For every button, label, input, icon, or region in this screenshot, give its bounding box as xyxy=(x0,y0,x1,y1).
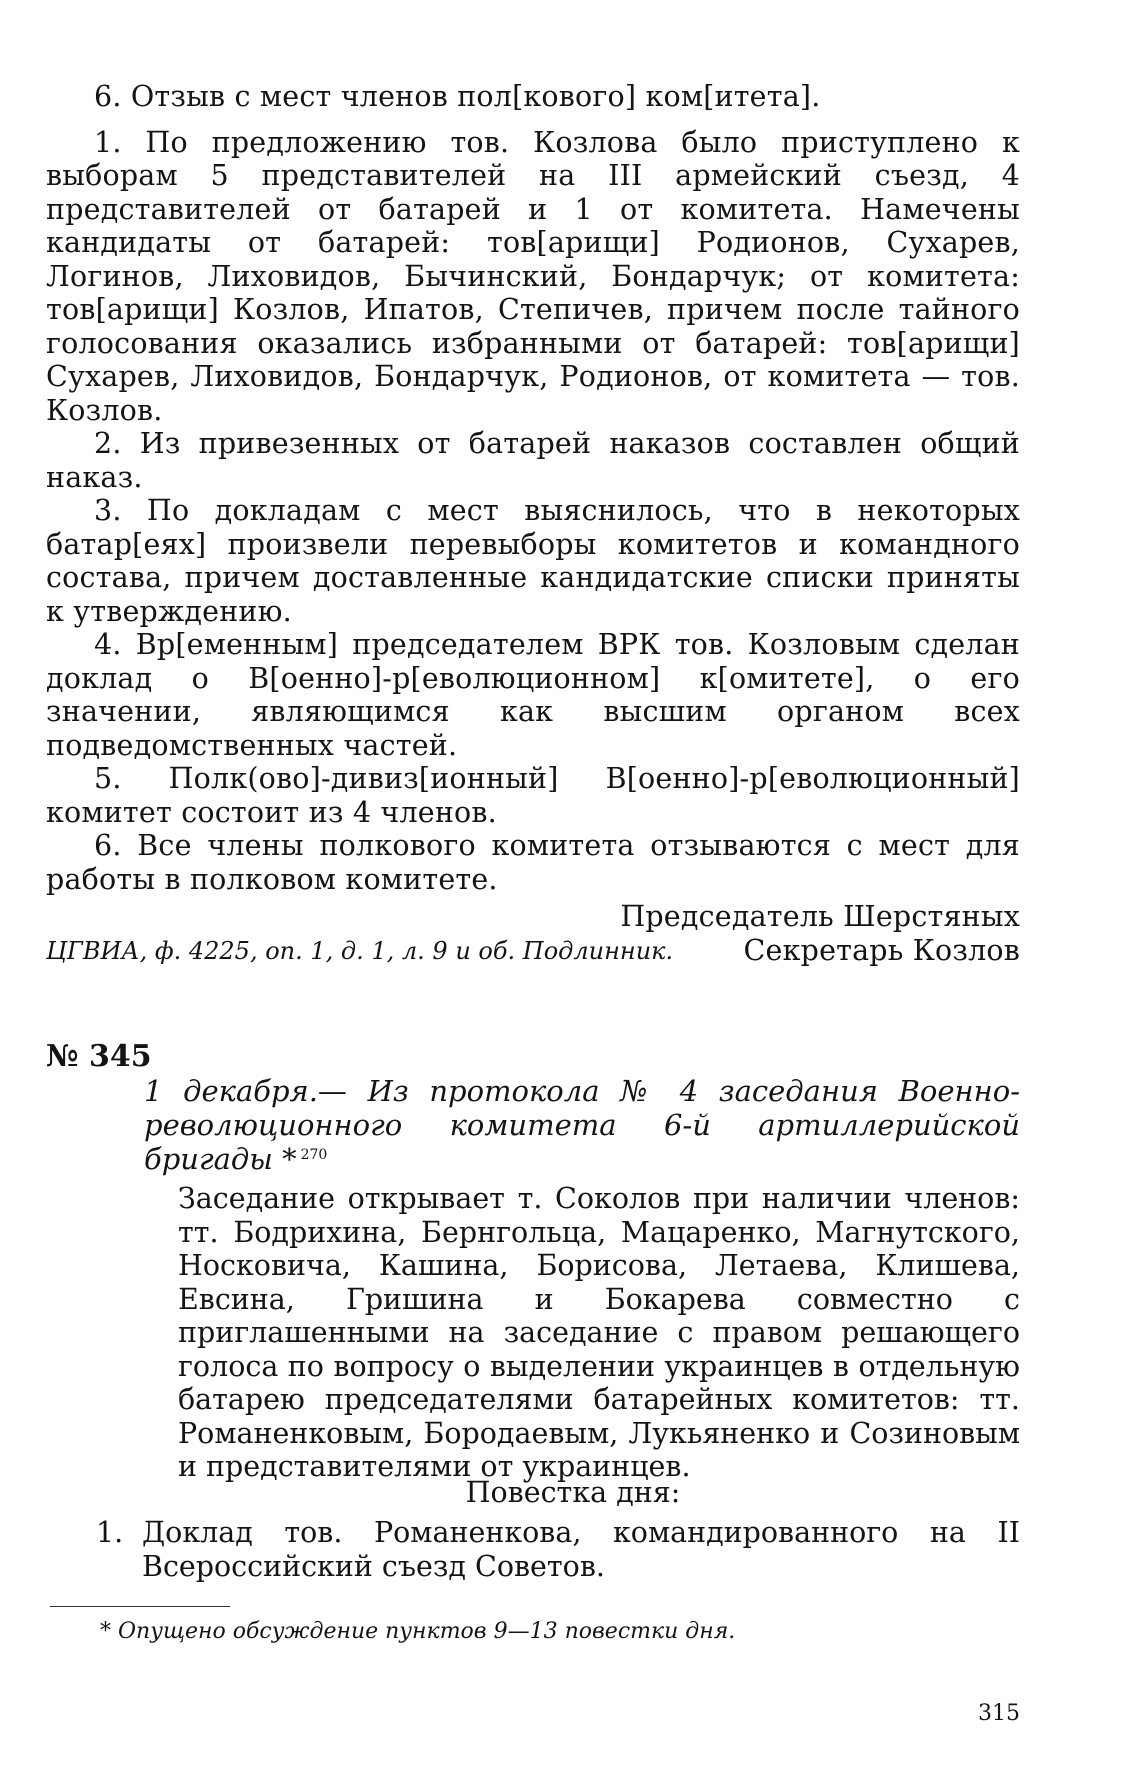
agenda-heading: Повестка дня: xyxy=(465,1476,681,1509)
footnote: * Опущено обсуждение пунктов 9—13 повестки дня. xyxy=(100,1619,736,1644)
paragraph-6: 6. Все члены полкового комитета отзываются с мест для работы в полковом комитете. xyxy=(46,829,1020,896)
document-number: № 345 xyxy=(46,1039,152,1074)
title-footnote-marker: * xyxy=(282,1142,297,1176)
footnote-divider xyxy=(50,1606,230,1607)
item6-heading: 6. Отзыв с мест членов пол[кового] ком[итета]. xyxy=(94,80,821,113)
paragraph-2: 2. Из привезенных от батарей наказов составлен общий наказ. xyxy=(46,427,1020,494)
body-paragraph: Заседание открывает т. Соколов при наличии членов: тт. Бодрихина, Бернгольца, Мацаренко, Магнутского, Носковича, Кашина, Борисова, Летаева, Клишева, Евсина, Гришина и Бокарева совместно с приглашенными на заседание с правом решающего голоса по вопросу о выделении украинцев в отдельную батарею председателями батарейных комитетов: тт. Романенковым, Бородаевым, Лукьяненко и Созиновым и представителями от украинцев. xyxy=(178,1182,1020,1483)
page-number: 315 xyxy=(978,1701,1020,1726)
document-title-text: 1 декабря.— Из протокола № 4 заседания Военно-революционного комитета 6-й артиллерийской бригады xyxy=(144,1074,1020,1176)
signature-secretary: Секретарь Козлов xyxy=(743,933,1020,967)
paragraph-5: 5. Полк(ово]-дивиз[ионный] В[оенно]-р[еволюционный] комитет состоит из 4 членов. xyxy=(46,762,1020,829)
section1-text xyxy=(46,80,1020,967)
agenda-item-text: Доклад тов. Романенкова, командированного на II Всероссийский съезд Советов. xyxy=(142,1516,1020,1583)
document-title xyxy=(144,1074,1020,1176)
paragraph-1: 1. По предложению тов. Козлова было приступлено к выборам 5 представителей на III армейский съезд, 4 представителей от батарей и 1 от комитета. Намечены кандидаты от батарей: тов[арищи] Родионов, Сухарев, Логинов, Лиховидов, Бычинский, Бондарчук; от комитета: тов[арищи] Козлов, Ипатов, Степичев, причем после тайного голосования оказались избранными от батарей: тов[арищи] Сухарев, Лиховидов, Бондарчук, Родионов, от комитета — тов. Козлов. xyxy=(46,125,1020,427)
paragraph-4: 4. Вр[еменным] председателем ВРК тов. Козловым сделан доклад о В[оенно]-р[еволюционном] к[омитете], о его значении, являющимся как высшим органом всех подведомственных частей. xyxy=(46,628,1020,762)
paragraph-3: 3. По докладам с мест выяснилось, что в некоторых батар[еях] произвели перевыборы комитетов и командного состава, причем доставленные кандидатские списки приняты к утверждению. xyxy=(46,494,1020,628)
agenda-item-number: 1. xyxy=(96,1516,124,1549)
document-body xyxy=(178,1182,1020,1484)
agenda-item-1 xyxy=(96,1516,1020,1583)
archive-source: ЦГВИА, ф. 4225, оп. 1, д. 1, л. 9 и об. Подлинник. xyxy=(46,937,674,965)
title-note-ref: 270 xyxy=(300,1147,328,1163)
signature-chairman: Председатель Шерстяных xyxy=(620,900,1020,933)
